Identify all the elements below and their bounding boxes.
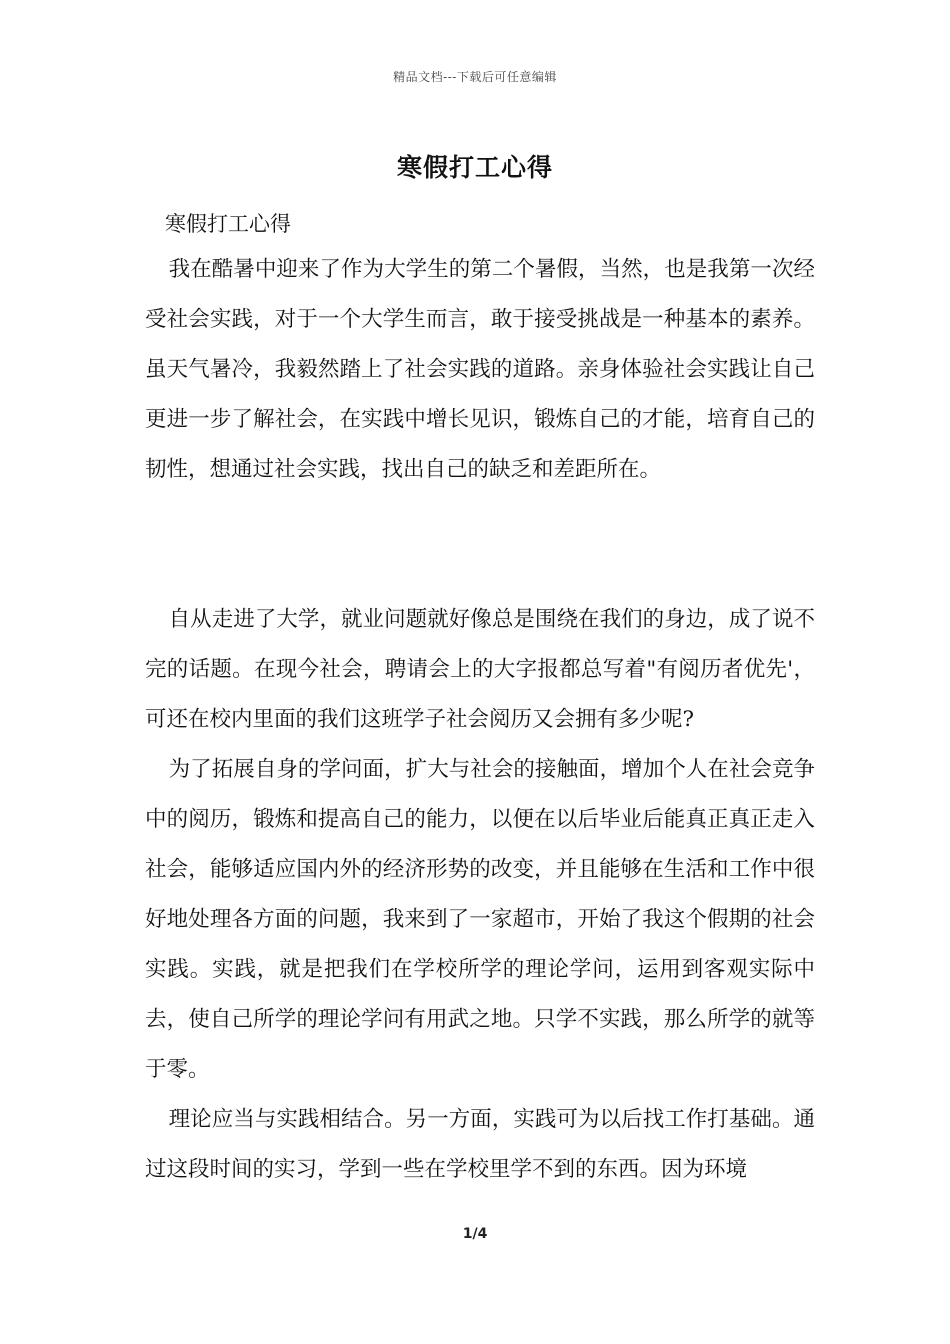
page-total: 4 bbox=[477, 1226, 488, 1242]
header-note: 精品文档---下载后可任意编辑 bbox=[393, 70, 557, 84]
page-separator: / bbox=[472, 1226, 478, 1242]
paragraph-2: 自从走进了大学，就业问题就好像总是围绕在我们的身边，成了说不完的话题。在现今社会，聘请会上的大字报都总写着"有阅历者优先'，可还在校内里面的我们这班学子社会阅历又会拥有多少呢? bbox=[145, 607, 815, 732]
page-number bbox=[0, 1226, 950, 1242]
paragraph-1: 我在酷暑中迎来了作为大学生的第二个暑假，当然，也是我第一次经受社会实践，对于一个大学生而言，敢于接受挑战是一种基本的素养。虽天气暑冷，我毅然踏上了社会实践的道路。亲身体验社会实践让自己更进一步了解社会，在实践中增长见识，锻炼自己的才能，培育自己的韧性，想通过社会实践，找出自己的缺乏和差距所在。 bbox=[145, 257, 815, 482]
page-title: 寒假打工心得 bbox=[396, 153, 553, 182]
body-block-2 bbox=[145, 595, 815, 1195]
paragraph-3: 为了拓展自身的学问面，扩大与社会的接触面，增加个人在社会竞争中的阅历，锻炼和提高自己的能力，以便在以后毕业后能真正真正走入社会，能够适应国内外的经济形势的改变，并且能够在生活和工作中很好地处理各方面的问题，我来到了一家超市，开始了我这个假期的社会实践。实践，就是把我们在学校所学的理论学问，运用到客观实际中去，使自己所学的理论学问有用武之地。只学不实践，那么所学的就等于零。 bbox=[145, 757, 815, 1082]
subtitle: 寒假打工心得 bbox=[165, 212, 291, 236]
page-current: 1 bbox=[462, 1226, 473, 1242]
paragraph-4: 理论应当与实践相结合。另一方面，实践可为以后找工作打基础。通过这段时间的实习，学到一些在学校里学不到的东西。因为环境 bbox=[145, 1107, 815, 1182]
body-block-1 bbox=[145, 245, 815, 495]
